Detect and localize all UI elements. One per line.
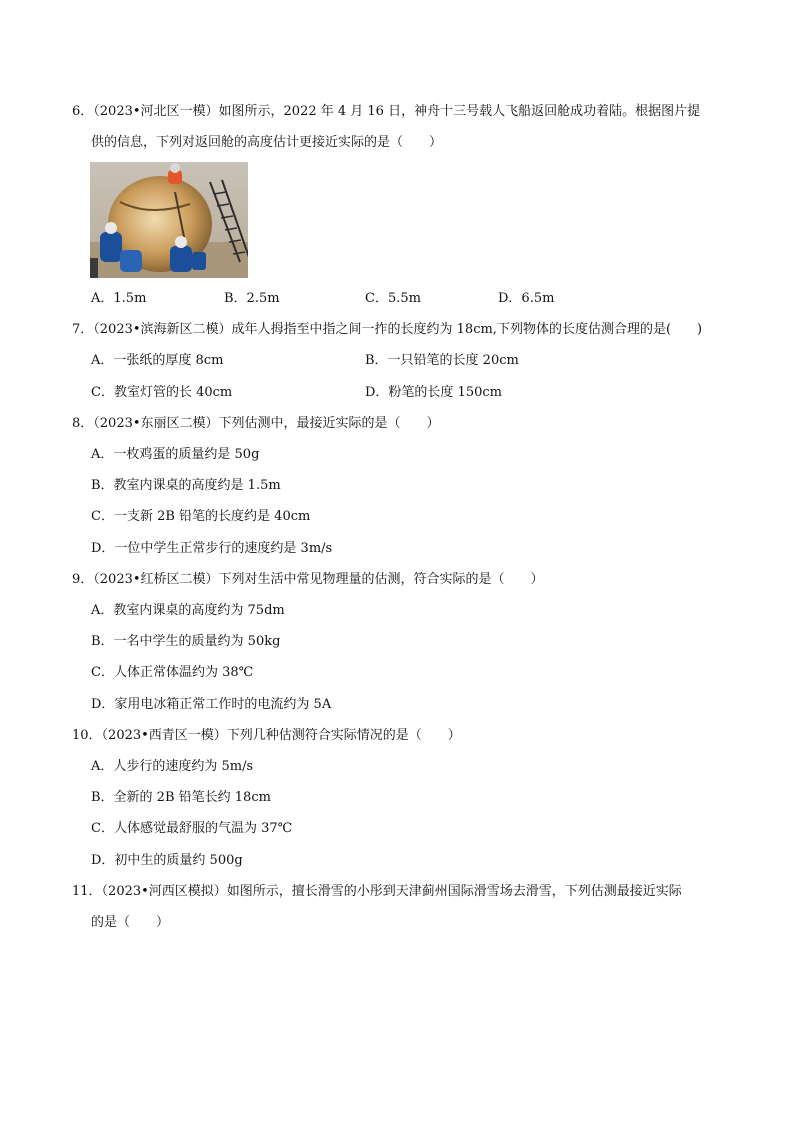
question-9-option-d: D．家用电冰箱正常工作时的电流约为 5A	[91, 697, 332, 712]
question-9-option-a: A．教室内课桌的高度约为 75dm	[91, 603, 285, 618]
return-capsule-photo	[90, 162, 248, 278]
question-10-option-d: D．初中生的质量约 500g	[91, 853, 243, 868]
question-7-line-1: 7．（2023•滨海新区二模）成年人拇指至中指之间一拃的长度约为 18cm,下列物体的长度估测合理的是( )	[72, 322, 703, 337]
question-6-option-b: B．2.5m	[224, 291, 280, 306]
question-6-line-2: 供的信息，下列对返回舱的高度估计更接近实际的是（ ）	[91, 135, 443, 150]
question-6-option-c: C．5.5m	[365, 291, 421, 306]
question-6-option-d: D．6.5m	[498, 291, 555, 306]
question-9-line-1: 9．（2023•红桥区二模）下列对生活中常见物理量的估测，符合实际的是（ ）	[72, 572, 544, 587]
question-6-option-a: A．1.5m	[91, 291, 147, 306]
question-10-line-1: 10．（2023•西青区一模）下列几种估测符合实际情况的是（ ）	[72, 728, 461, 743]
question-9-option-c: C．人体正常体温约为 38℃	[91, 665, 254, 680]
question-7-option-b: B．一只铅笔的长度 20cm	[365, 353, 519, 368]
question-10-option-a: A．人步行的速度约为 5m/s	[91, 759, 254, 774]
question-9-option-b: B．一名中学生的质量约为 50kg	[91, 634, 281, 649]
question-10-option-b: B．全新的 2B 铅笔长约 18cm	[91, 790, 271, 805]
question-11-line-1: 11．（2023•河西区模拟）如图所示，擅长滑雪的小彤到天津蓟州国际滑雪场去滑雪，下列估测最接近实际	[72, 884, 682, 899]
question-11-line-2: 的是（ ）	[91, 915, 170, 930]
question-8-option-b: B．教室内课桌的高度约是 1.5m	[91, 478, 281, 493]
question-8-option-d: D．一位中学生正常步行的速度约是 3m/s	[91, 541, 333, 556]
question-8-option-a: A．一枚鸡蛋的质量约是 50g	[91, 447, 260, 462]
question-8-line-1: 8．（2023•东丽区二模）下列估测中，最接近实际的是（ ）	[72, 416, 440, 431]
question-7-option-c: C．教室灯管的长 40cm	[91, 385, 233, 400]
question-8-option-c: C．一支新 2B 铅笔的长度约是 40cm	[91, 509, 311, 524]
question-6-line-1: 6．（2023•河北区一模）如图所示，2022 年 4 月 16 日，神舟十三号载人飞船返回舱成功着陆。根据图片提	[72, 104, 701, 119]
question-7-option-a: A．一张纸的厚度 8cm	[91, 353, 224, 368]
question-7-option-d: D．粉笔的长度 150cm	[365, 385, 502, 400]
question-10-option-c: C．人体感觉最舒服的气温为 37℃	[91, 821, 293, 836]
